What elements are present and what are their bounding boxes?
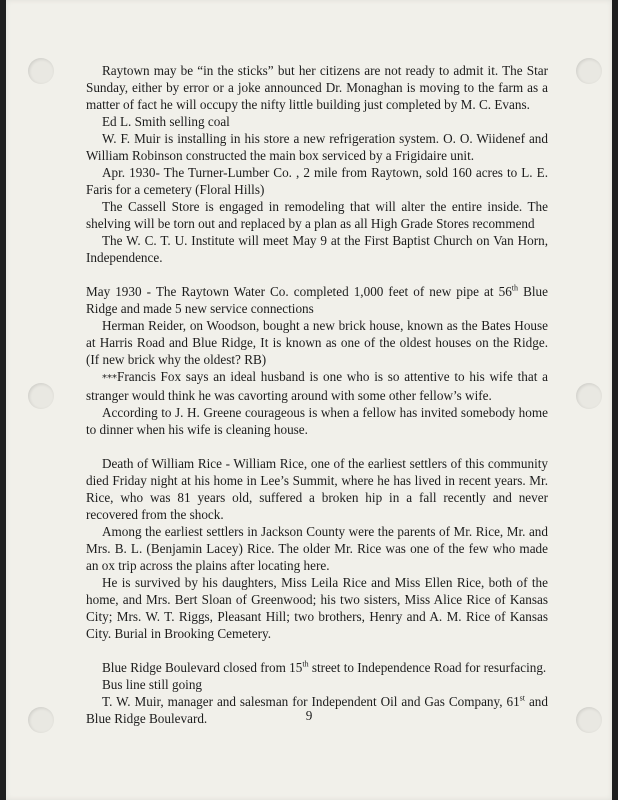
punch-hole: [576, 383, 602, 409]
document-body: [86, 62, 548, 727]
paragraph-rice-survivors: He is survived by his daughters, Miss Leila Rice and Miss Ellen Rice, both of the home, and Mrs. Bert Sloan of Greenwood; his two sisters, Miss Alice Rice of Kansas City; Mrs. W. T. Riggs, Pleasant Hill; two brothers, Henry and A. M. Rice of Kansas City. Burial in Brooking Cemetery.: [86, 575, 548, 641]
asterisks: ***: [102, 373, 117, 384]
punch-hole: [28, 383, 54, 409]
paragraph-raytown-sticks: Raytown may be “in the sticks” but her citizens are not ready to admit it. The Star Sunday, either by error or a joke announced Dr. Monaghan is moving to the farm as a matter of fact he will occupy the nifty little building just completed by M. C. Evans.: [86, 63, 548, 112]
text-segment: T. W. Muir, manager and salesman for Independent Oil and Gas Company, 61: [102, 694, 520, 709]
text-segment: May 1930 - The Raytown Water Co. completed 1,000 feet of new pipe at 56: [86, 284, 512, 299]
text-segment: street to Independence Road for resurfacing.: [308, 660, 547, 675]
paragraph-rice-parents: Among the earliest settlers in Jackson County were the parents of Mr. Rice, Mr. and Mrs. B. L. (Benjamin Lacey) Rice. The older Mr. Rice was one of the few who made an ox trip across the plains after locating here.: [86, 524, 548, 573]
text-segment: Blue Ridge Boulevard closed from 15: [102, 660, 303, 675]
paragraph-greene: According to J. H. Greene courageous is when a fellow has invited somebody home to dinner when his wife is cleaning house.: [86, 405, 548, 437]
paragraph-muir-refrigeration: W. F. Muir is installing in his store a new refrigeration system. O. O. Wiidenef and William Robinson constructed the main box serviced by a Frigidaire unit.: [86, 131, 548, 163]
paragraph-bus-line: Bus line still going: [102, 677, 203, 692]
superscript: th: [302, 659, 309, 669]
punch-hole: [576, 58, 602, 84]
paragraph-blue-ridge-closed: [86, 659, 548, 676]
text-segment: and Blue Ridge Boulevard.: [86, 694, 548, 726]
paragraph-reider-house: Herman Reider, on Woodson, bought a new brick house, known as the Bates House at Harris Road and Blue Ridge, It is known as one of the oldest houses on the Ridge. (If new brick why the oldest? RB): [86, 318, 548, 367]
paragraph-cassell-store: The Cassell Store is engaged in remodeling that will alter the entire inside. The shelving will be torn out and replaced by a plan as all High Grade Stores recommend: [86, 199, 548, 231]
paragraph-ed-smith: Ed L. Smith selling coal: [102, 114, 230, 129]
paragraph-wctu: The W. C. T. U. Institute will meet May 9 at the First Baptist Church on Van Horn, Independence.: [86, 233, 548, 265]
text-segment: Blue Ridge and made 5 new service connections: [86, 284, 548, 316]
paragraph-turner-lumber: Apr. 1930- The Turner-Lumber Co. , 2 mile from Raytown, sold 160 acres to L. E. Faris for a cemetery (Floral Hills): [86, 165, 548, 197]
punch-hole: [28, 58, 54, 84]
paragraph-death-rice: Death of William Rice - William Rice, one of the earliest settlers of this community died Friday night at his home in Lee’s Summit, where he has lived in recent years. Mr. Rice, who was 81 years old, suffered a broken hip in a fall recently and never recovered from the shock.: [86, 456, 548, 522]
superscript: th: [511, 283, 519, 293]
superscript: st: [519, 693, 526, 703]
paragraph-francis-fox: [86, 368, 548, 404]
text-segment: Francis Fox says an ideal husband is one who is so attentive to his wife that a stranger would think he was cavorting around with some other fellow’s wife.: [86, 369, 548, 403]
paragraph-water-co: [86, 283, 548, 317]
page-number: 9: [305, 708, 313, 723]
